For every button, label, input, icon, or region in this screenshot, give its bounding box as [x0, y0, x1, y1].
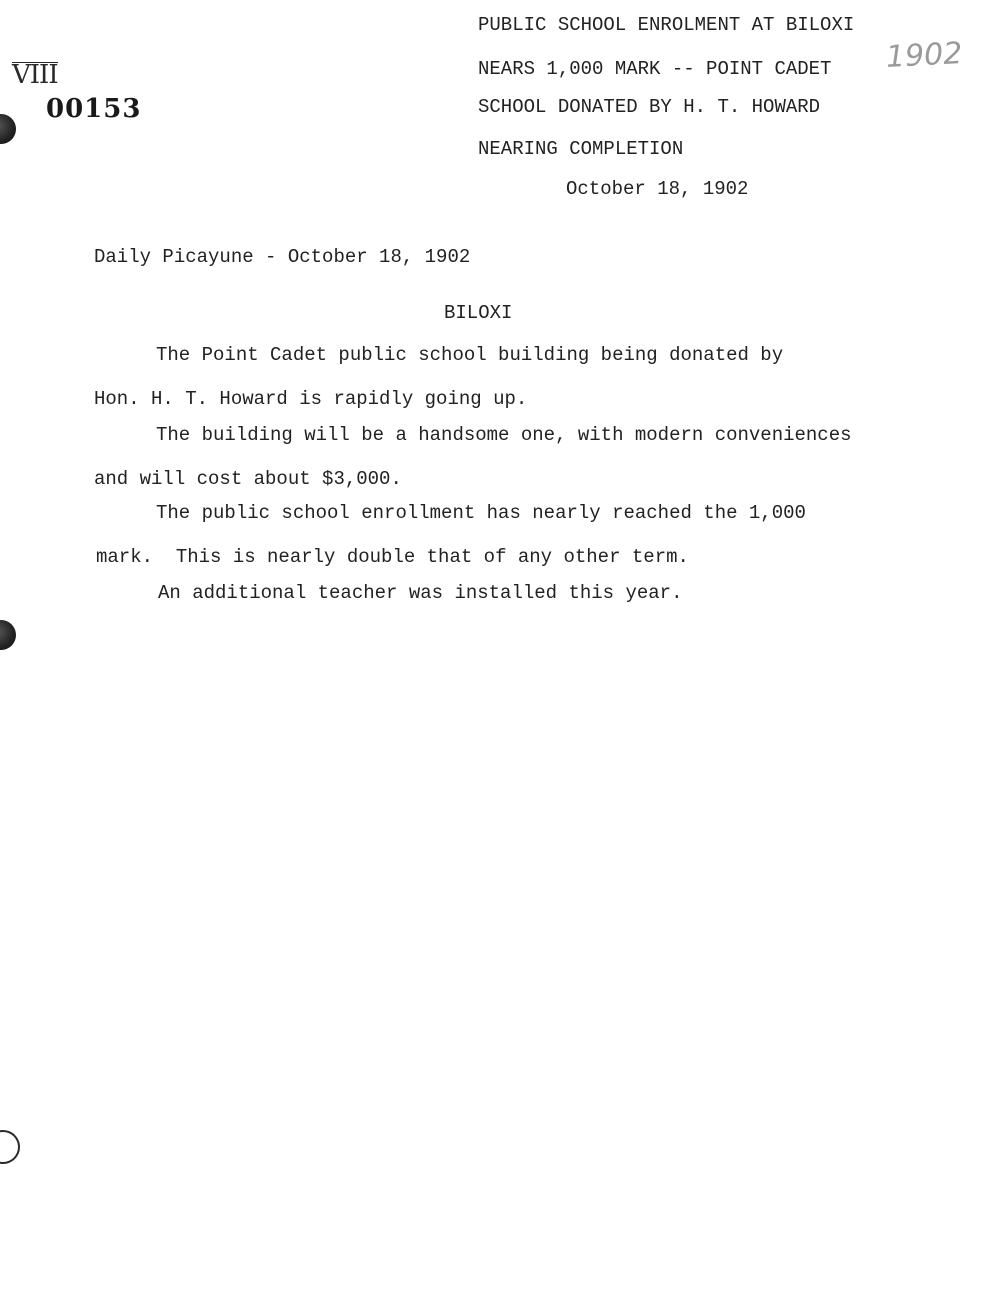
body-line-1: The Point Cadet public school building being donated by	[156, 344, 784, 366]
roman-numeral-mark: VIII	[12, 60, 58, 90]
headline-line-2: NEARS 1,000 MARK -- POINT CADET	[478, 58, 832, 80]
punch-hole-top	[0, 114, 16, 144]
headline-date: October 18, 1902	[566, 178, 749, 200]
body-line-2: Hon. H. T. Howard is rapidly going up.	[94, 388, 528, 410]
document-number: 00153	[46, 94, 142, 124]
dateline: BILOXI	[444, 302, 513, 324]
body-line-6: mark. This is nearly double that of any other term.	[96, 546, 689, 568]
headline-line-3: SCHOOL DONATED BY H. T. HOWARD	[478, 96, 821, 118]
headline-line-1: PUBLIC SCHOOL ENROLMENT AT BILOXI	[478, 14, 855, 36]
body-line-4: and will cost about $3,000.	[94, 468, 402, 490]
punch-hole-middle	[0, 620, 16, 650]
body-line-7: An additional teacher was installed this year.	[158, 582, 683, 604]
source-line: Daily Picayune - October 18, 1902	[94, 246, 471, 268]
headline-line-4: NEARING COMPLETION	[478, 138, 684, 160]
punch-hole-bottom	[0, 1130, 20, 1164]
body-line-5: The public school enrollment has nearly reached the 1,000	[156, 502, 806, 524]
body-line-3: The building will be a handsome one, with modern conveniences	[156, 424, 852, 446]
handwritten-year: 1902	[885, 36, 964, 75]
